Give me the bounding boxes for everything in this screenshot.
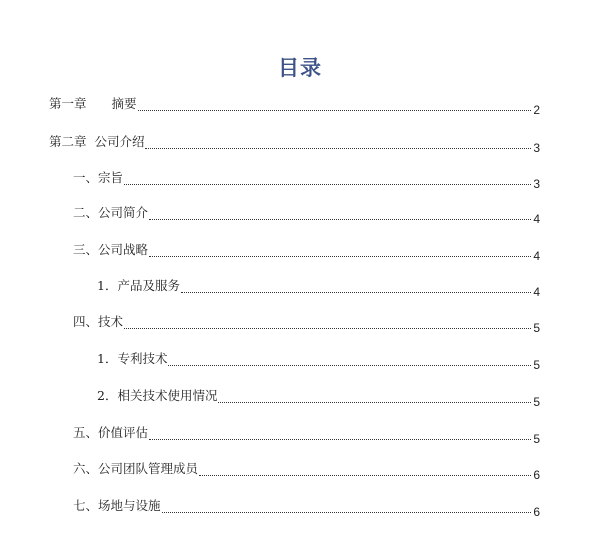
toc-entry-label: 七、场地与设施 <box>73 498 161 513</box>
toc-entry[interactable] <box>97 386 540 409</box>
toc-entry[interactable] <box>73 459 540 482</box>
toc-entry-label: 四、技术 <box>73 314 124 329</box>
toc-entry-label: 2．相关技术使用情况 <box>97 388 218 403</box>
toc-page-number: 3 <box>533 177 540 191</box>
toc-page-number: 6 <box>533 468 540 482</box>
toc-entry[interactable] <box>73 496 540 519</box>
toc-entry-label: 第一章 摘要 <box>49 96 137 111</box>
toc-entry-label: 1．专利技术 <box>97 351 168 366</box>
dot-leader <box>218 401 531 403</box>
toc-entry-label: 三、公司战略 <box>73 242 149 257</box>
toc-entry[interactable] <box>49 132 540 155</box>
dot-leader <box>145 147 531 149</box>
dot-leader <box>149 438 531 440</box>
toc-entry[interactable] <box>73 168 540 191</box>
toc-page-number: 4 <box>533 285 540 299</box>
toc-entry-label: 一、宗旨 <box>73 170 124 185</box>
toc-entry[interactable] <box>73 312 540 335</box>
toc-page-number: 6 <box>533 505 540 519</box>
toc-page-number: 4 <box>533 249 540 263</box>
dot-leader <box>138 109 531 111</box>
toc-entry[interactable] <box>73 240 540 263</box>
toc-page-number: 3 <box>533 141 540 155</box>
toc-entry[interactable] <box>73 423 540 446</box>
toc-page-number: 5 <box>533 395 540 409</box>
toc-entry-label: 五、价值评估 <box>73 425 149 440</box>
toc-entry-label: 二、公司简介 <box>73 205 149 220</box>
toc-page-number: 5 <box>533 358 540 372</box>
dot-leader <box>181 291 531 293</box>
toc-page-number: 4 <box>533 212 540 226</box>
dot-leader <box>124 327 531 329</box>
toc-page-number: 2 <box>533 103 540 117</box>
toc-page-number: 5 <box>533 432 540 446</box>
toc-entry[interactable] <box>97 349 540 372</box>
toc-entry-label: 六、公司团队管理成员 <box>73 461 199 476</box>
toc-entry-label: 1．产品及服务 <box>97 278 180 293</box>
dot-leader <box>149 255 531 257</box>
toc-entry[interactable] <box>73 203 540 226</box>
dot-leader <box>162 511 531 513</box>
toc-entry[interactable] <box>49 94 540 117</box>
dot-leader <box>149 218 531 220</box>
dot-leader <box>168 364 531 366</box>
dot-leader <box>199 474 531 476</box>
toc-entry[interactable] <box>97 276 540 299</box>
dot-leader <box>124 183 531 185</box>
toc-title: 目录 <box>278 56 322 80</box>
toc-page-number: 5 <box>533 321 540 335</box>
toc-entry-label: 第二章 公司介绍 <box>49 134 145 149</box>
